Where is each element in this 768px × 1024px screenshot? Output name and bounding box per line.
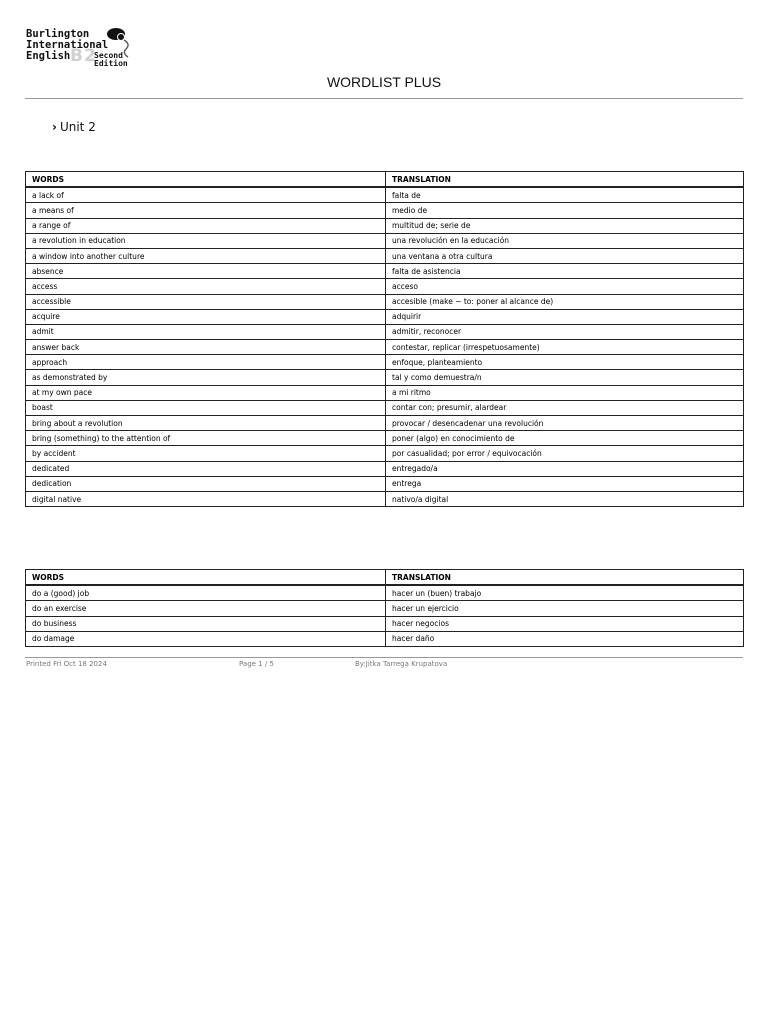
table-row [26,370,744,385]
title-divider [25,98,743,99]
author: By:Jitka Tarrega Krupatova [355,660,448,668]
camera-mascot-icon [104,26,134,60]
table-row [26,248,744,263]
translation-cell: admitir, reconocer [386,324,744,339]
translation-cell: una revolución en la educación [386,233,744,248]
table-row [26,340,744,355]
translation-cell: tal y como demuestra/n [386,370,744,385]
table-row [26,309,744,324]
wordlist-table [25,569,744,647]
brand-line: International [26,39,109,51]
table-row [26,400,744,415]
translation-cell: enfoque, planteamiento [386,355,744,370]
word-cell: approach [26,355,386,370]
table-header-row [26,172,744,188]
table-row [26,416,744,431]
translation-cell: provocar / desencadenar una revolución [386,416,744,431]
table-row [26,324,744,339]
table-row [26,431,744,446]
word-cell: do damage [26,631,386,646]
word-cell: bring (something) to the attention of [26,431,386,446]
table-row [26,616,744,631]
word-cell: do an exercise [26,601,386,616]
table-header-row [26,570,744,586]
word-cell: a window into another culture [26,248,386,263]
chevron-right-icon: › [52,120,57,134]
word-cell: dedicated [26,461,386,476]
translation-cell: adquirir [386,309,744,324]
brand-line: Burlington [26,28,90,40]
translation-cell: por casualidad; por error / equivocación [386,446,744,461]
unit-label: Unit 2 [59,120,96,134]
table-row [26,187,744,203]
word-cell: a lack of [26,187,386,203]
word-cell: a means of [26,203,386,218]
word-cell: admit [26,324,386,339]
brand-line: English [26,50,71,62]
table-row [26,585,744,601]
translation-column-header: TRANSLATION [386,570,744,586]
table-row [26,491,744,506]
translation-cell: contestar, replicar (irrespetuosamente) [386,340,744,355]
word-cell: by accident [26,446,386,461]
table-row [26,218,744,233]
translation-cell: medio de [386,203,744,218]
page-number: Page 1 / 5 [239,660,274,668]
word-cell: do business [26,616,386,631]
table-row [26,233,744,248]
word-cell: dedication [26,476,386,491]
unit-heading [52,120,96,134]
wordlist-table [25,171,744,507]
translation-column-header: TRANSLATION [386,172,744,188]
table-body [26,585,744,646]
word-cell: at my own pace [26,385,386,400]
translation-cell: falta de [386,187,744,203]
word-cell: answer back [26,340,386,355]
word-cell: absence [26,264,386,279]
word-cell: access [26,279,386,294]
word-cell: a revolution in education [26,233,386,248]
brand-logo [26,26,136,70]
words-column-header: WORDS [26,172,386,188]
word-cell: acquire [26,309,386,324]
word-cell: bring about a revolution [26,416,386,431]
table-row [26,631,744,646]
table-row [26,294,744,309]
table-row [26,601,744,616]
words-column-header: WORDS [26,570,386,586]
word-cell: as demonstrated by [26,370,386,385]
translation-cell: hacer negocios [386,616,744,631]
table-row [26,279,744,294]
translation-cell: entrega [386,476,744,491]
translation-cell: poner (algo) en conocimiento de [386,431,744,446]
translation-cell: multitud de; serie de [386,218,744,233]
translation-cell: acceso [386,279,744,294]
translation-cell: a mi ritmo [386,385,744,400]
table-row [26,264,744,279]
translation-cell: contar con; presumir, alardear [386,400,744,415]
page-title: WORDLIST PLUS [326,74,442,90]
translation-cell: hacer un (buen) trabajo [386,585,744,601]
translation-cell: entregado/a [386,461,744,476]
translation-cell: hacer un ejercicio [386,601,744,616]
table-body [26,187,744,506]
footer-divider [25,657,743,658]
translation-cell: hacer daño [386,631,744,646]
table-row [26,385,744,400]
table-row [26,461,744,476]
word-cell: a range of [26,218,386,233]
translation-cell: falta de asistencia [386,264,744,279]
printed-date: Printed Fri Oct 18 2024 [26,660,107,668]
translation-cell: accesible (make ~ to: poner al alcance de) [386,294,744,309]
table-row [26,355,744,370]
word-cell: do a (good) job [26,585,386,601]
table-row [26,476,744,491]
word-cell: digital native [26,491,386,506]
brand-level: B2 [70,46,97,66]
table-row [26,203,744,218]
word-cell: accessible [26,294,386,309]
table-row [26,446,744,461]
word-cell: boast [26,400,386,415]
translation-cell: una ventana a otra cultura [386,248,744,263]
brand-edition: Second Edition [94,51,128,68]
translation-cell: nativo/a digital [386,491,744,506]
